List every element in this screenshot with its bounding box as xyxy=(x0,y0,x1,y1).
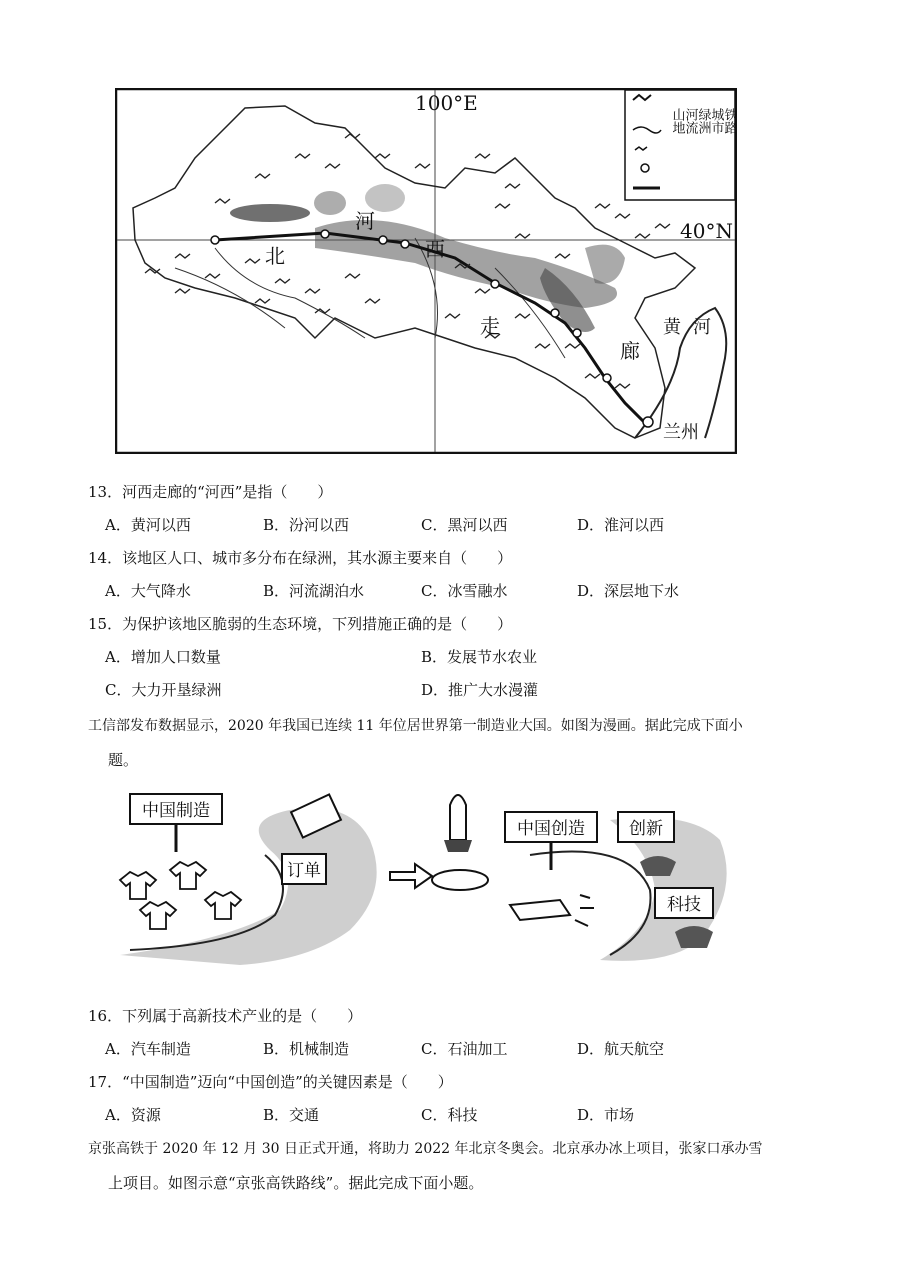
city-marker xyxy=(551,309,559,317)
shirt-icons xyxy=(120,862,241,929)
longitude-label: 100°E xyxy=(415,91,478,115)
question-15-stem: 15．为保护该地区脆弱的生态环境，下列措施正确的是（ ） xyxy=(88,615,513,633)
city-marker xyxy=(491,280,499,288)
city-marker xyxy=(211,236,219,244)
q17-option-d[interactable]: D．市场 xyxy=(577,1106,635,1124)
latitude-label: 40°N xyxy=(680,219,733,243)
rocket-icon xyxy=(450,795,466,840)
passage-2-line-1: 京张高铁于 2020 年 12 月 30 日正式开通，将助力 2022 年北京冬奥会。北京承办冰上项目，张家口承办雪 xyxy=(88,1141,763,1157)
cartoon-figure xyxy=(110,780,750,970)
order-label: 订单 xyxy=(287,861,321,881)
q16-option-d[interactable]: D．航天航空 xyxy=(577,1040,665,1058)
q16-option-a[interactable]: A．汽车制造 xyxy=(105,1040,191,1058)
q15-option-d[interactable]: D．推广大水漫灌 xyxy=(421,681,539,699)
made-in-china-cartoon xyxy=(110,780,750,970)
question-17-stem: 17．“中国制造”迈向“中国创造”的关键因素是（ ） xyxy=(88,1073,453,1091)
place-label: 河 xyxy=(355,209,375,233)
city-marker xyxy=(643,417,653,427)
map-legend xyxy=(625,90,737,200)
island-icon xyxy=(432,870,488,890)
place-label: 西 xyxy=(425,237,445,261)
q13-option-a[interactable]: A．黄河以西 xyxy=(105,516,191,534)
city-marker xyxy=(321,230,329,238)
shirt-icon xyxy=(140,902,176,929)
q13-option-b[interactable]: B．汾河以西 xyxy=(263,516,350,534)
shirt-icon xyxy=(205,892,241,919)
innovation-label: 创新 xyxy=(629,819,663,839)
tech-label: 科技 xyxy=(667,895,701,915)
grey-patch-2 xyxy=(365,184,405,212)
dark-lake xyxy=(230,204,310,222)
q15-option-c[interactable]: C．大力开垦绿洲 xyxy=(105,681,222,699)
q17-option-c[interactable]: C．科技 xyxy=(421,1106,478,1124)
place-label: 河 xyxy=(693,317,711,338)
question-14-stem: 14．该地区人口、城市多分布在绿洲，其水源主要来自（ ） xyxy=(88,549,513,567)
tech-boat-icon xyxy=(675,926,713,948)
shirt-icon xyxy=(120,872,156,899)
q13-option-c[interactable]: C．黑河以西 xyxy=(421,516,508,534)
hexi-corridor-map xyxy=(115,88,737,454)
legend-label-oasis: 绿洲 xyxy=(695,108,711,134)
q17-option-a[interactable]: A．资源 xyxy=(105,1106,161,1124)
q14-option-b[interactable]: B．河流湖泊水 xyxy=(263,582,365,600)
q13-option-d[interactable]: D．淮河以西 xyxy=(577,516,665,534)
grey-patch xyxy=(314,191,346,215)
legend-label-city: 城市 xyxy=(708,108,724,134)
innovation-boat-icon xyxy=(640,856,676,876)
question-16-stem: 16．下列属于高新技术产业的是（ ） xyxy=(88,1007,363,1025)
q14-option-a[interactable]: A．大气降水 xyxy=(105,582,191,600)
q15-option-b[interactable]: B．发展节水农业 xyxy=(421,648,538,666)
legend-label-railway: 铁路 xyxy=(721,108,737,134)
q15-option-a[interactable]: A．增加人口数量 xyxy=(105,648,221,666)
made-in-china-label: 中国制造 xyxy=(142,801,210,821)
place-label: 黄 xyxy=(663,317,681,338)
city-marker xyxy=(573,329,581,337)
transition-arrow-icon xyxy=(390,864,432,888)
city-marker xyxy=(603,374,611,382)
passage-1-line-2: 题。 xyxy=(108,751,139,769)
q14-option-c[interactable]: C．冰雪融水 xyxy=(421,582,508,600)
place-label: 廊 xyxy=(620,339,640,363)
city-marker xyxy=(379,236,387,244)
passage-2-line-2: 上项目。如图示意“京张高铁路线”。据此完成下面小题。 xyxy=(108,1174,484,1192)
q17-option-b[interactable]: B．交通 xyxy=(263,1106,320,1124)
q16-option-b[interactable]: B．机械制造 xyxy=(263,1040,350,1058)
place-label: 北 xyxy=(265,244,285,268)
rocket-base-icon xyxy=(444,840,472,852)
q14-option-d[interactable]: D．深层地下水 xyxy=(577,582,680,600)
question-13-stem: 13．河西走廊的“河西”是指（ ） xyxy=(88,483,333,501)
created-in-china-label: 中国创造 xyxy=(517,819,585,839)
shirt-icon xyxy=(170,862,206,889)
map-figure xyxy=(115,88,737,454)
legend-label-river: 河流 xyxy=(682,108,698,134)
legend-label-mountain: 山地 xyxy=(669,108,685,134)
left-sea-shape xyxy=(120,808,377,965)
q16-option-c[interactable]: C．石油加工 xyxy=(421,1040,508,1058)
city-icon xyxy=(641,164,649,172)
place-label: 兰州 xyxy=(663,422,699,443)
passage-1-line-1: 工信部发布数据显示，2020 年我国已连续 11 年位居世界第一制造业大国。如图为漫画。据此完成下面小 xyxy=(88,718,743,734)
legend-box xyxy=(625,90,735,200)
place-label: 走 xyxy=(480,314,500,338)
city-marker xyxy=(401,240,409,248)
